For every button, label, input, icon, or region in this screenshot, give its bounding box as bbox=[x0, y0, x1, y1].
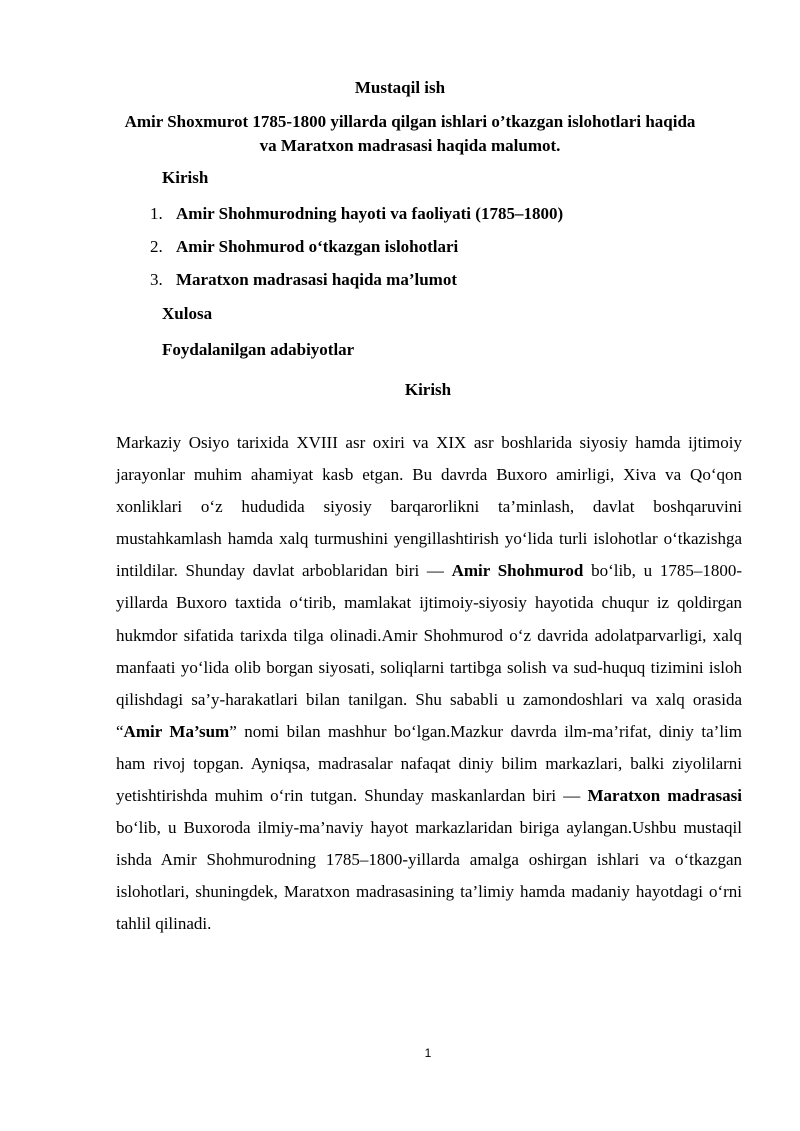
section-heading: Kirish bbox=[404, 380, 452, 399]
intro-paragraph bbox=[116, 427, 742, 941]
toc-item-number: 1. bbox=[150, 204, 163, 223]
toc-item-1 bbox=[150, 204, 563, 224]
toc-item-text: Maratxon madrasasi haqida ma’lumot bbox=[176, 270, 457, 289]
toc-item-references: Foydalanilgan adabiyotlar bbox=[162, 340, 355, 359]
emphasis-text: Amir Ma’sum bbox=[123, 721, 230, 741]
emphasis-text: Maratxon madrasasi bbox=[587, 786, 742, 806]
document-title: Amir Shoxmurot 1785-1800 yillarda qilgan ishlari o’tkazgan islohotlari haqida va Maratxon madrasasi haqida malumot. bbox=[124, 112, 696, 155]
toc-item-2 bbox=[150, 237, 458, 257]
toc-item-intro: Kirish bbox=[162, 168, 209, 187]
toc-item-conclusion: Xulosa bbox=[162, 304, 213, 323]
document-heading: Mustaqil ish bbox=[354, 78, 446, 97]
toc-item-number: 2. bbox=[150, 237, 163, 256]
toc-item-text: Amir Shohmurod o‘tkazgan islohotlari bbox=[176, 237, 459, 256]
toc-item-text: Amir Shohmurodning hayoti va faoliyati (1785–1800) bbox=[176, 204, 564, 223]
paragraph-text: bo‘lib, u Buxoroda ilmiy-ma’naviy hayot markazlaridan biriga aylangan.Ushbu mustaqil ishda Amir Shohmurodning 1785–1800-yillarda amalga oshirgan ishlari va o‘tkazgan islohotlari, shuningdek, Maratxon madrasasining ta’limiy hamda madaniy hayotdagi o‘rni tahlil qilinadi. bbox=[116, 818, 742, 934]
page-number: 1 bbox=[424, 1046, 432, 1060]
toc-item-number: 3. bbox=[150, 270, 163, 289]
paragraph-text: ” nomi bilan mashhur bo‘lgan.Mazkur davrda ilm-ma’rifat, diniy ta’lim ham rivoj topgan. Ayniqsa, madrasalar nafaqat diniy bilim markazlari, balki ziyolilarni yetishtirishda muhim o‘rin tutgan. Shunday maskanlardan biri — bbox=[116, 721, 742, 806]
paragraph-text: Markaziy Osiyo tarixida XVIII asr oxiri va XIX asr boshlarida siyosiy hamda ijtimoiy jarayonlar muhim ahamiyat kasb etgan. Bu davrda Buxoro amirligi, Xiva va Qo‘qon xonliklari o‘z hududida siyosiy barqarorlikni ta’minlash, davlat boshqaruvini mustahkamlash hamda xalq turmushini yengillashtirish yo‘lida turli islohotlar o‘tkazishga intildilar. Shunday davlat arboblaridan biri — bbox=[116, 433, 742, 581]
paragraph-text: bo‘lib, u 1785–1800-yillarda Buxoro taxtida o‘tirib, mamlakat ijtimoiy-siyosiy hayotida chuqur iz qoldirgan hukmdor sifatida tarixda tilga olinadi.Amir Shohmurod o‘z davrida adolatparvarligi, xalq manfaati yo‘lida olib borgan siyosati, soliqlarni tartibga solish va sud-huquq tizimini isloh qilishdagi sa’y-harakatlari bilan tanilgan. Shu sababli u zamondoshlari va xalq orasida “ bbox=[116, 561, 742, 741]
toc-item-3 bbox=[150, 270, 457, 290]
emphasis-text: Amir Shohmurod bbox=[451, 561, 584, 581]
